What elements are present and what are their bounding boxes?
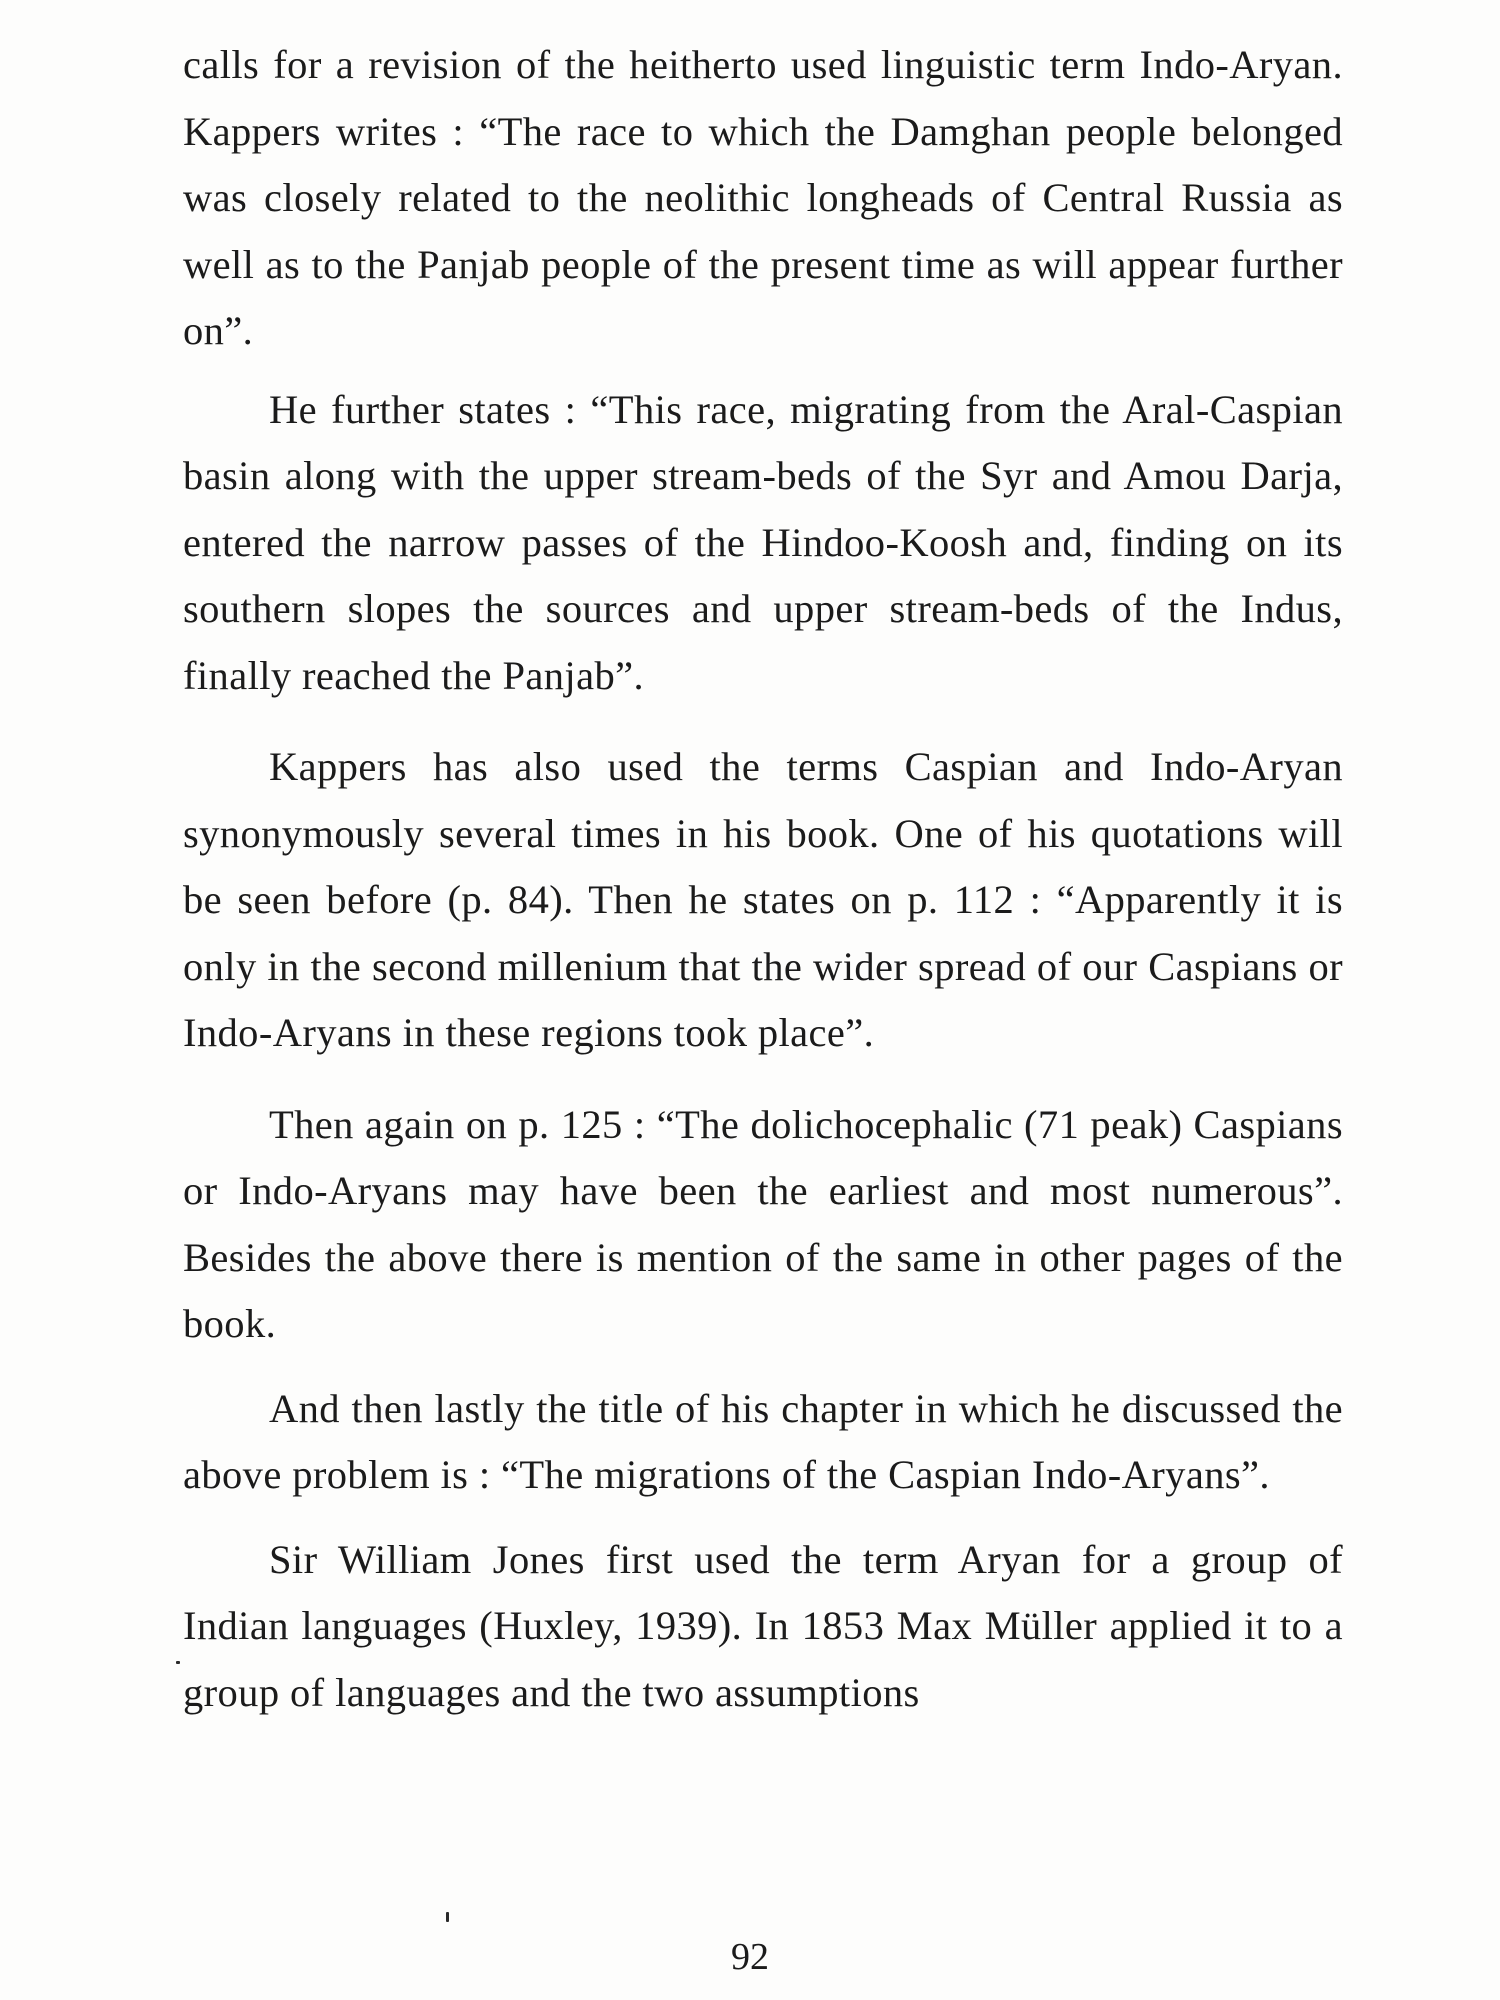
scan-speck: [446, 1912, 449, 1922]
page-number: 92: [731, 1936, 769, 1978]
paragraph-further-states: He further states : “This race, migrating from the Aral-Caspian basin along with the upper stream-beds of the Syr and Amou Darja, entered the narrow passes of the Hindoo-Koosh and, finding on its southern slopes the sources and upper stream-beds of the Indus, finally reached the Panjab”.: [183, 386, 1343, 698]
scan-speck: [176, 1661, 180, 1664]
paragraph-kappers-quote: calls for a revision of the heitherto used linguistic term Indo-Aryan. Kappers writes : “The race to which the Damghan people belonged was closely related to the neolithic longheads of Central Russia as well as to the Panjab people of the present time as will appear further on”.: [183, 42, 1343, 353]
body-text: [183, 32, 1343, 1726]
paragraph-william-jones: Sir William Jones first used the term Aryan for a group of Indian languages (Huxley, 1939). In 1853 Max Müller applied it to a group of languages and the two assumptions: [183, 1536, 1343, 1715]
paragraph-caspian-synonym: Kappers has also used the terms Caspian and Indo-Aryan synonymously several times in his book. One of his quotations will be seen before (p. 84). Then he states on p. 112 : “Apparently it is only in the second millenium that the wider spread of our Caspians or Indo-Aryans in these regions took place”.: [183, 744, 1343, 1055]
paragraph-page-125: Then again on p. 125 : “The dolichocephalic (71 peak) Caspians or Indo-Aryans may have been the earliest and most numerous”. Besides the above there is mention of the same in other pages of the book.: [183, 1101, 1343, 1346]
paragraph-chapter-title: And then lastly the title of his chapter in which he discussed the above problem is : “The migrations of the Caspian Indo-Aryans”.: [183, 1385, 1343, 1497]
